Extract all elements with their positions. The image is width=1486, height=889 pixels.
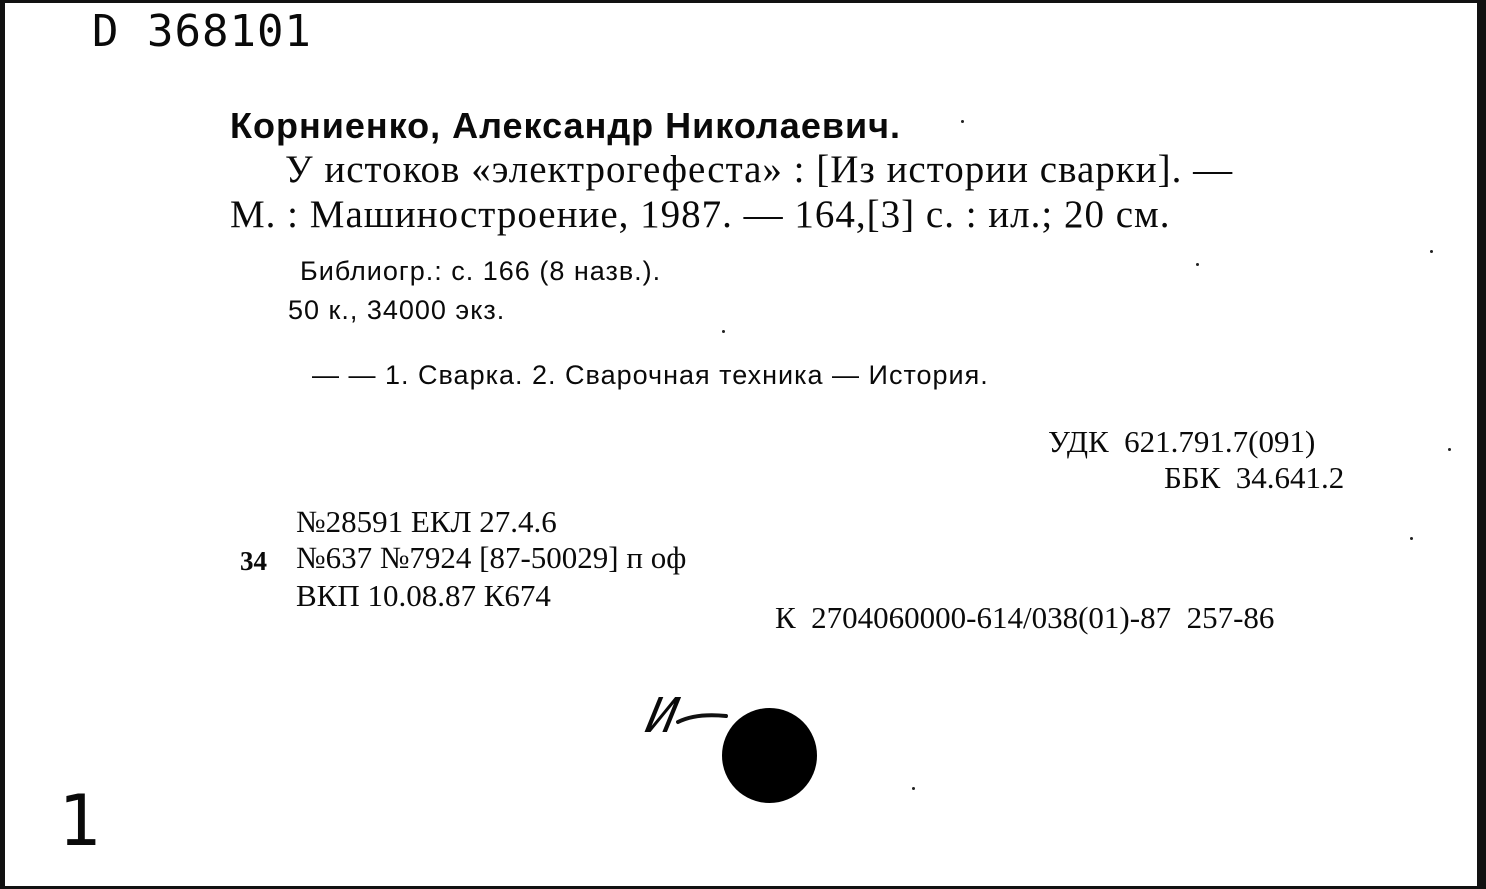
dust-speck: [961, 120, 964, 123]
record-line-1: №28591 ЕКЛ 27.4.6: [296, 504, 557, 539]
index-code: К 2704060000-614/038(01)-87 257-86: [775, 600, 1275, 635]
title-line-1: У истоков «электрогефеста» : [Из истории сварки]. —: [285, 148, 1234, 191]
dust-speck: [912, 787, 915, 790]
record-line-3: ВКП 10.08.87 К674: [296, 578, 551, 613]
author-heading: Корниенко, Александр Николаевич.: [230, 105, 901, 146]
bibliography-note: Библиогр.: с. 166 (8 назв.).: [300, 256, 662, 286]
record-prefix: 34: [240, 546, 267, 576]
card-border-top: [0, 0, 1486, 3]
subject-headings: — — 1. Сварка. 2. Сварочная техника — История.: [312, 360, 989, 390]
inventory-number: D 368101: [92, 6, 312, 57]
udc-classification: УДК 621.791.7(091): [1048, 424, 1316, 459]
handwritten-mark: И: [642, 688, 683, 744]
corner-mark: 1: [58, 780, 101, 862]
dust-speck: [722, 330, 725, 333]
record-line-2: №637 №7924 [87-50029] п оф: [296, 540, 687, 575]
card-border-left: [0, 0, 5, 889]
punch-hole: [722, 708, 817, 803]
price-copies-note: 50 к., 34000 экз.: [288, 295, 506, 325]
dust-speck: [1410, 537, 1413, 540]
handwritten-stroke-icon: [676, 712, 728, 726]
card-border-right: [1477, 0, 1486, 889]
dust-speck: [1448, 448, 1451, 451]
bbk-classification: ББК 34.641.2: [1164, 460, 1345, 495]
title-line-2: М. : Машиностроение, 1987. — 164,[3] с. : ил.; 20 см.: [230, 193, 1171, 236]
dust-speck: [1430, 250, 1433, 253]
dust-speck: [1196, 263, 1199, 266]
